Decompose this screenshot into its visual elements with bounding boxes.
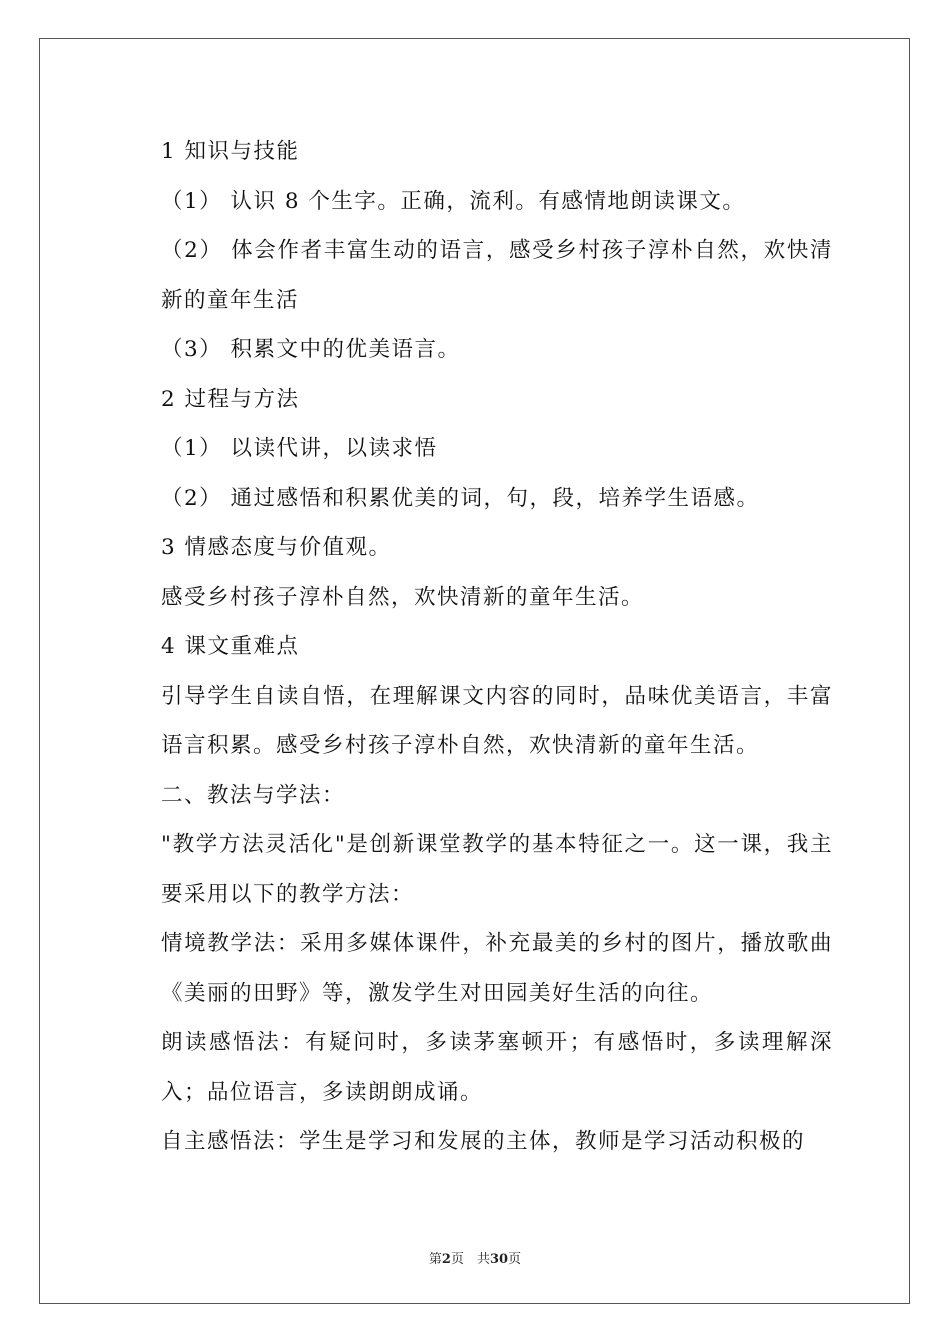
paragraph-3: （2） 体会作者丰富生动的语言，感受乡村孩子淳朴自然，欢快清新的童年生活	[161, 238, 833, 313]
footer-suffix: 页	[508, 1252, 522, 1267]
paragraph-4: （3） 积累文中的优美语言。	[161, 337, 461, 362]
paragraph-1: 1 知识与技能	[161, 139, 300, 164]
paragraph-9: 感受乡村孩子淳朴自然，欢快清新的童年生活。	[161, 584, 645, 610]
current-page-number: 2	[441, 1252, 451, 1267]
footer-prefix: 第	[428, 1252, 442, 1267]
total-pages-number: 30	[489, 1252, 509, 1267]
paragraph-7: （2） 通过感悟和积累优美的词，句，段，培养学生语感。	[161, 485, 760, 511]
paragraph-11: 引导学生自读自悟，在理解课文内容的同时，品味优美语言，丰富语言积累。感受乡村孩子淳朴自然，欢快清新的童年生活。	[161, 683, 833, 758]
footer-mid: 页 共	[450, 1252, 490, 1267]
document-body	[117, 127, 833, 1167]
paragraph-10: 4 课文重难点	[161, 634, 300, 659]
paragraph-13: "教学方法灵活化"是创新课堂教学的基本特征之一。这一课，我主要采用以下的教学方法：	[161, 832, 833, 907]
paragraph-15: 朗读感悟法：有疑问时，多读茅塞顿开；有感悟时，多读理解深入；品位语言，多读朗朗成诵。	[161, 1030, 833, 1105]
paragraph-5: 2 过程与方法	[161, 386, 300, 412]
page-footer	[0, 1248, 950, 1267]
paragraph-2: （1） 认识 8 个生字。正确，流利。有感情地朗读课文。	[161, 188, 746, 214]
paragraph-16: 自主感悟法：学生是学习和发展的主体，教师是学习活动积极的	[161, 1129, 806, 1154]
paragraph-6: （1） 以读代讲，以读求悟	[161, 436, 438, 461]
paragraph-12: 二、教法与学法：	[161, 782, 346, 808]
paragraph-14: 情境教学法：采用多媒体课件，补充最美的乡村的图片，播放歌曲《美丽的田野》等，激发学生对田园美好生活的向往。	[161, 931, 833, 1006]
paragraph-8: 3 情感态度与价值观。	[161, 535, 392, 560]
